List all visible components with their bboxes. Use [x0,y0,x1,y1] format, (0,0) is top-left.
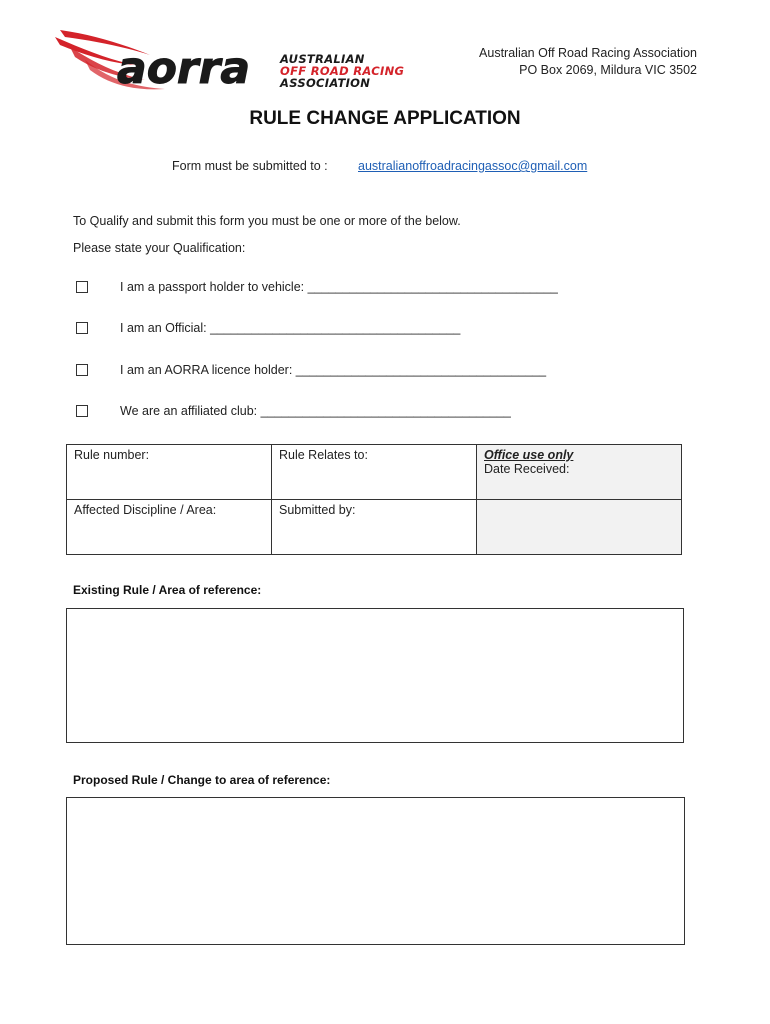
option-licence-holder: I am an AORRA licence holder: ____________________________________ [120,363,547,377]
office-use-blank-cell [477,500,682,555]
rule-number-label: Rule number: [74,448,150,462]
submitted-by-label: Submitted by: [279,503,356,517]
discipline-cell[interactable] [67,500,272,555]
office-use-cell [477,445,682,500]
checkbox-passport-holder[interactable] [76,281,88,293]
existing-rule-textbox[interactable] [66,608,684,743]
submit-label: Form must be submitted to : [172,159,328,173]
logo-line-1: AUSTRALIAN [280,52,365,66]
rule-info-table [66,444,682,555]
checkbox-official[interactable] [76,322,88,334]
submit-email-link[interactable]: australianoffroadracingassoc@gmail.com [358,159,588,173]
address-line-2: PO Box 2069, Mildura VIC 3502 [519,63,697,77]
address-line-1: Australian Off Road Racing Association [479,46,697,60]
option-official: I am an Official: ____________________________________ [120,321,461,335]
existing-rule-label: Existing Rule / Area of reference: [73,583,262,597]
option-affiliated-club: We are an affiliated club: ____________________________________ [120,404,511,418]
page-title: RULE CHANGE APPLICATION [249,108,521,129]
logo-line-2: OFF ROAD RACING [280,64,405,78]
office-use-heading: Office use only [484,448,574,462]
date-received-label: Date Received: [484,462,570,476]
org-address [479,45,697,79]
logo-line-3: ASSOCIATION [280,76,371,90]
logo-text [280,53,404,89]
proposed-rule-label: Proposed Rule / Change to area of reference: [73,773,331,787]
qualify-prompt: Please state your Qualification: [73,241,246,255]
submitted-by-cell[interactable] [272,500,477,555]
rule-relates-label: Rule Relates to: [279,448,368,462]
rule-relates-cell[interactable] [272,445,477,500]
rule-number-cell[interactable] [67,445,272,500]
checkbox-affiliated-club[interactable] [76,405,88,417]
table-row [67,500,682,555]
logo-wordmark: aorra [117,43,251,94]
checkbox-licence-holder[interactable] [76,364,88,376]
option-passport-holder: I am a passport holder to vehicle: ____________________________________ [120,280,558,294]
discipline-label: Affected Discipline / Area: [74,503,217,517]
qualify-intro: To Qualify and submit this form you must be one or more of the below. [73,214,461,228]
table-row [67,445,682,500]
proposed-rule-textbox[interactable] [66,797,685,945]
